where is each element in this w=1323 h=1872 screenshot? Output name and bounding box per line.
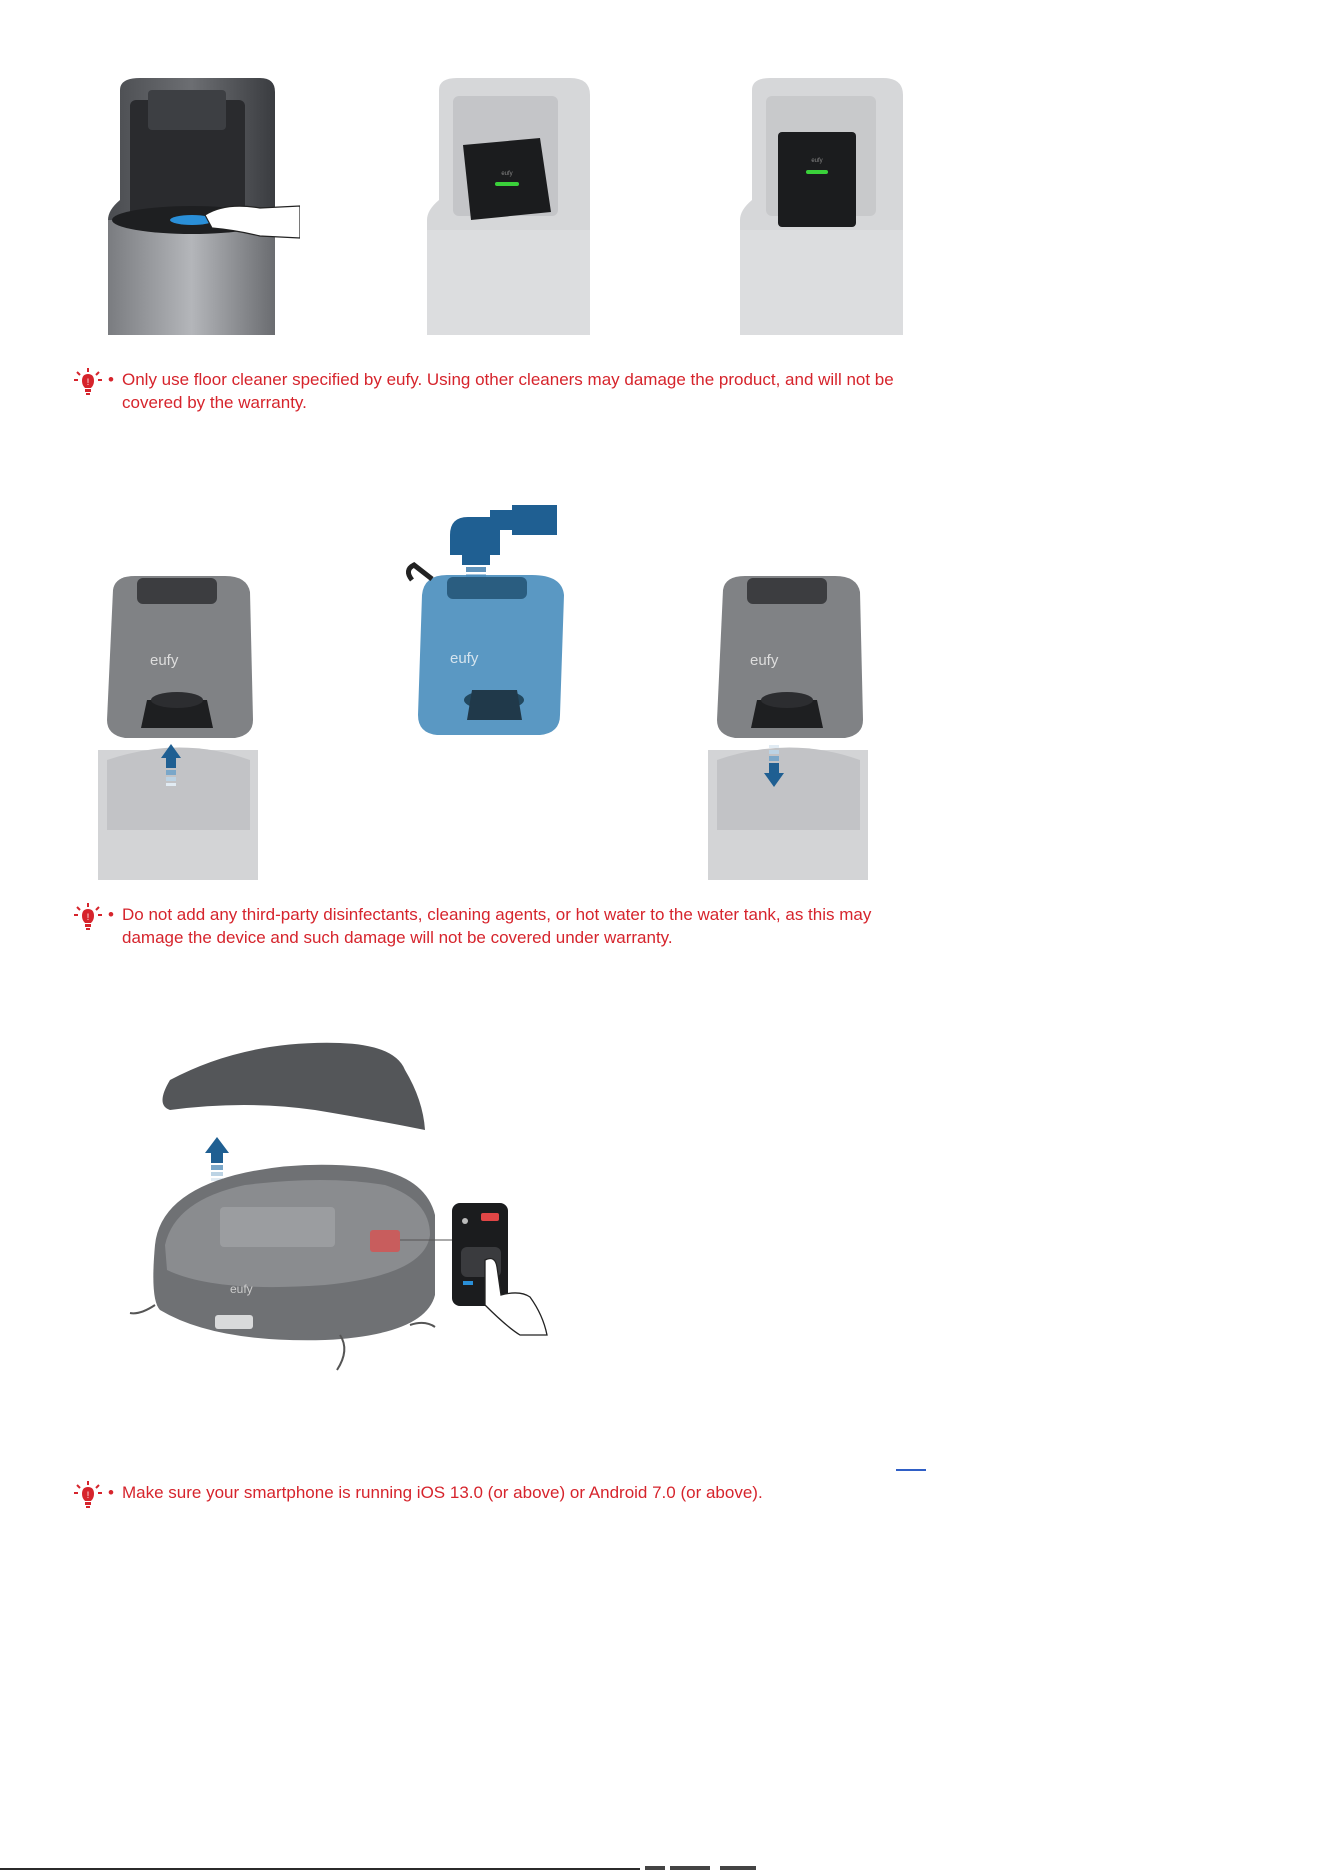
svg-text:!: ! [86, 1490, 90, 1500]
tank-logo: eufy [450, 650, 479, 667]
robot-lid-removal-power-switch [125, 1035, 575, 1375]
lightbulb-icon [72, 1479, 104, 1511]
tip-line: Do not add any third-party disinfectants, cleaning agents, or hot water to the water tank, as this may [122, 905, 872, 924]
tip-line: covered by the warranty. [122, 393, 307, 412]
cartridge-logo: eufy [811, 158, 823, 164]
tip-line: damage the device and such damage will not be covered under warranty. [122, 928, 673, 947]
footer-mark [720, 1866, 756, 1870]
robot-logo: eufy [230, 1282, 253, 1296]
link-underline[interactable] [896, 1469, 926, 1471]
lightbulb-icon [72, 901, 104, 933]
water-tank-install [705, 570, 875, 880]
warning-tip: ! • Only use floor cleaner specified by eufy. Using other cleaners may damage the product, and will not be covered by the warranty. [72, 368, 942, 418]
svg-text:!: ! [86, 377, 90, 387]
water-tank-refill-tap [402, 495, 577, 745]
tip-line: Only use floor cleaner specified by eufy. Using other cleaners may damage the product, and will not be [122, 370, 894, 389]
cartridge-logo: eufy [501, 171, 513, 177]
footer-mark [670, 1866, 710, 1870]
arrow-up-icon [205, 1137, 229, 1181]
tank-logo: eufy [150, 652, 179, 669]
tip-line: Make sure your smartphone is running iOS 13.0 (or above) or Android 7.0 (or above). [122, 1483, 763, 1502]
warning-tip: ! • Make sure your smartphone is running iOS 13.0 (or above) or Android 7.0 (or above). [72, 1481, 942, 1509]
footer-mark [645, 1866, 665, 1870]
station-open-finger-press [100, 70, 300, 335]
tank-logo: eufy [750, 652, 779, 669]
water-tank-remove [95, 570, 265, 880]
station-cartridge-inserted [738, 70, 913, 335]
footer-rule [0, 1868, 640, 1870]
warning-tip: ! • Do not add any third-party disinfectants, cleaning agents, or hot water to the water tank, as this may damage the device and such damage will not be covered under warranty. [72, 903, 942, 953]
lightbulb-icon [72, 366, 104, 398]
svg-text:!: ! [86, 912, 90, 922]
station-cartridge-inserting [425, 70, 600, 335]
